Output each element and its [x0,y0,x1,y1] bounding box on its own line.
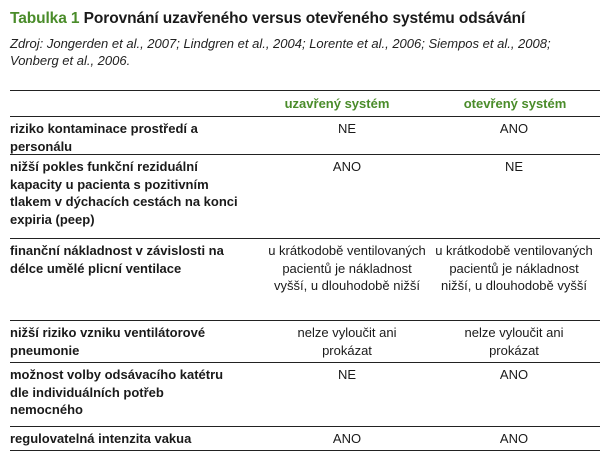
row-value-closed: nelze vyloučit ani prokázat [297,325,397,358]
column-header-closed: uzavřený systém [284,96,390,111]
table-row [10,116,600,157]
row-label: nižší riziko vzniku ventilátorové pneumonie [10,325,206,358]
row-label: možnost volby odsávacího katétru dle individuálních potřeb nemocného [10,367,224,417]
table-row [10,238,600,319]
row-value-closed: ANO [332,159,362,174]
row-value-closed: ANO [332,431,362,446]
table-row [10,320,600,363]
row-value-open: ANO [499,431,529,446]
row-label: regulovatelná intenzita vakua [10,431,192,446]
row-value-open: u krátkodobě ventilovaných pacientů je nákladnost nižší, u dlouhodobě vyšší [435,243,593,293]
row-value-open: ANO [499,121,529,136]
row-value-open: nelze vyloučit ani prokázat [464,325,564,358]
table-title [10,10,525,28]
table-source: Zdroj: Jongerden et al., 2007; Lindgren et al., 2004; Lorente et al., 2006; Siempos et al., 2008; Vonberg et al., 2006. [10,36,551,68]
row-label: nižší pokles funkční reziduální kapacity u pacienta s pozitivním tlakem v dýchacích cestách na konci expiria (peep) [10,159,238,227]
column-header-open: otevřený systém [463,96,567,111]
table-bottom-rule [10,450,600,451]
table-row [10,362,600,423]
row-value-closed: u krátkodobě ventilovaných pacientů je nákladnost vyšší, u dlouhodobě nižší [268,243,426,293]
row-value-closed: NE [337,121,357,136]
row-value-open: ANO [499,367,529,382]
table-row [10,154,600,235]
table-title-text: Porovnání uzavřeného versus otevřeného systému odsávání [83,10,526,27]
row-value-open: NE [504,159,524,174]
row-label: finanční nákladnost v závislosti na délce umělé plicní ventilace [10,243,224,276]
row-label: riziko kontaminace prostředí a personálu [10,121,198,154]
table-top-rule [10,90,600,91]
table-label: Tabulka 1 [10,10,80,27]
row-value-closed: NE [337,367,357,382]
table-row [10,426,600,451]
